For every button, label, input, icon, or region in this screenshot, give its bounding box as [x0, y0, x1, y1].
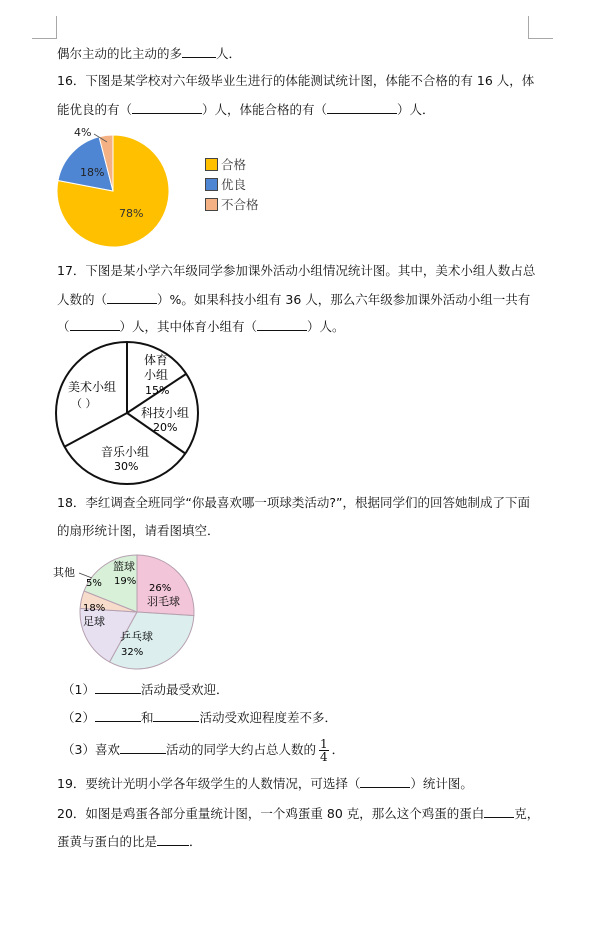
blank: [120, 740, 166, 754]
q18-sub1-a: （1）: [62, 682, 95, 697]
legend-label: 合格: [221, 157, 247, 172]
legend-swatch: [205, 198, 218, 211]
q17-text-e: ）人。: [307, 319, 345, 334]
q18-line1: 18．李红调查全班同学“你最喜欢哪一项球类活动?”，根据同学们的回答她制成了下面: [57, 495, 530, 510]
q18-sub2-a: （2）: [62, 710, 95, 725]
blank: [257, 317, 307, 331]
q18-sub3-b: 活动的同学大约占总人数的: [165, 742, 316, 757]
q18-line2: 的扇形统计图，请看图填空．: [57, 523, 220, 538]
blank: [182, 44, 216, 58]
q16-text-a: 能优良的有（: [57, 102, 133, 117]
pie18-label-basketball-pct: 19%: [114, 576, 137, 587]
q17-text-a: 人数的（: [57, 292, 108, 307]
q16-text-c: ）人．: [397, 102, 435, 117]
line-top-text: 偶尔主动的比主动的多: [57, 46, 183, 61]
blank: [157, 832, 189, 846]
q17-line3: [57, 317, 345, 336]
pie18-label-pingpong: 乒乓球: [120, 630, 153, 643]
legend-swatch: [205, 178, 218, 191]
blank: [107, 290, 157, 304]
blank: [70, 317, 120, 331]
blank: [132, 100, 202, 114]
q18-sub1-b: 活动最受欢迎．: [140, 682, 229, 697]
legend-item-good: [205, 174, 259, 194]
q20-text-c: 蛋黄与蛋白的比是: [57, 834, 158, 849]
q16-line1: 16．下图是某学校对六年级毕业生进行的体能测试统计图，体能不合格的有 16 人，体: [57, 73, 535, 88]
q20-text-d: ．: [189, 834, 202, 849]
legend-label: 不合格: [221, 197, 259, 212]
pie18-label-badminton: 羽毛球: [147, 595, 180, 608]
legend-item-qualified: [205, 154, 259, 174]
pie16-label-qualified: 78%: [119, 207, 144, 220]
blank: [360, 774, 410, 788]
q19-text-b: ）统计图。: [410, 776, 473, 791]
q18-sub3: [62, 738, 344, 763]
pie16-label-good: 18%: [80, 166, 105, 179]
blank: [95, 680, 141, 694]
q20-text-a: 20．如图是鸡蛋各部分重量统计图，一个鸡蛋重 80 克，那么这个鸡蛋的蛋白: [57, 806, 485, 821]
pie16-label-failed: 4%: [74, 126, 92, 139]
pie17-label-meishu-blank: （ ）: [71, 397, 97, 410]
q17-text-c: （: [57, 319, 70, 334]
q20-line1: [57, 804, 539, 823]
q17-line1: 17．下图是某小学六年级同学参加课外活动小组情况统计图。其中，美术小组人数占总: [57, 263, 536, 278]
pie18-label-pingpong-pct: 32%: [121, 647, 144, 658]
crop-mark-top-left: [32, 16, 57, 39]
pie17-label-tiyu-2: 小组: [144, 368, 169, 382]
fraction-numerator: 1: [319, 737, 328, 751]
legend-swatch: [205, 158, 218, 171]
q16-legend: [205, 154, 259, 214]
pie18-label-other: 其他: [53, 566, 75, 579]
pie17-label-yinyue-pct: 30%: [114, 460, 139, 473]
line-top-end: 人．: [216, 46, 242, 61]
q17-text-d: ）人，其中体育小组有（: [119, 319, 258, 334]
q18-sub3-a: （3）喜欢: [62, 742, 120, 757]
q18-sub1: [62, 680, 228, 699]
pie17-label-tiyu-1: 体育: [144, 353, 169, 367]
pie17-label-meishu: 美术小组: [68, 380, 117, 394]
q18-pie-chart: [50, 550, 195, 674]
pie17-label-yinyue: 音乐小组: [101, 445, 150, 459]
pie17-label-keji-pct: 20%: [153, 421, 178, 434]
pie17-label-tiyu-pct: 15%: [145, 384, 170, 397]
q17-pie-chart: [55, 341, 200, 486]
line-top: [57, 44, 241, 63]
blank: [484, 804, 514, 818]
pie18-label-football: 足球: [83, 615, 105, 628]
pie18-label-football-pct: 18%: [83, 603, 106, 614]
q17-line2: [57, 290, 530, 309]
pie18-label-basketball: 篮球: [113, 560, 135, 573]
q20-text-b: 克，: [514, 806, 540, 821]
fraction-one-quarter: [319, 738, 329, 763]
q18-sub2: [62, 708, 337, 727]
q18-sub2-b: 和: [140, 710, 154, 725]
q17-text-b: ）%。如果科技小组有 36 人，那么六年级参加课外活动小组一共有: [157, 292, 531, 307]
blank: [95, 708, 141, 722]
q19-line: [57, 774, 473, 793]
legend-label: 优良: [221, 177, 247, 192]
pie18-label-badminton-pct: 26%: [149, 583, 172, 594]
q18-sub2-c: 活动受欢迎程度差不多．: [199, 710, 337, 725]
fraction-denominator: 4: [319, 750, 328, 764]
q16-pie-chart: [55, 126, 175, 253]
q16-text-b: ）人，体能合格的有（: [202, 102, 328, 117]
pie18-label-other-pct: 5%: [86, 578, 102, 589]
q19-text-a: 19．要统计光明小学各年级学生的人数情况，可选择（: [57, 776, 361, 791]
blank: [327, 100, 397, 114]
crop-mark-top-right: [528, 16, 553, 39]
blank: [153, 708, 199, 722]
pie17-label-keji: 科技小组: [141, 406, 190, 420]
q16-line2: [57, 100, 435, 119]
legend-item-failed: [205, 194, 259, 214]
q18-sub3-end: ．: [331, 742, 345, 757]
q20-line2: [57, 832, 202, 851]
